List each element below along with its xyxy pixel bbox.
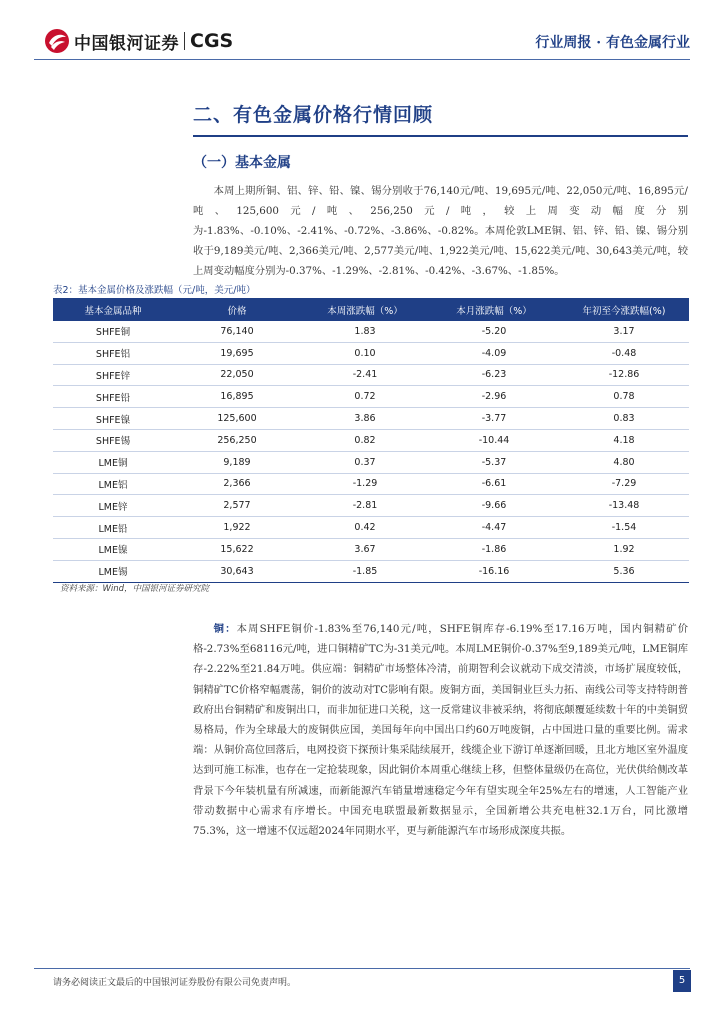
price-cell: 2,366 bbox=[173, 473, 301, 495]
weekly-change-cell: 0.42 bbox=[301, 517, 429, 539]
table-source: 资料来源：Wind，中国银河证券研究院 bbox=[60, 584, 210, 594]
weekly-change-cell: -2.41 bbox=[301, 364, 429, 386]
price-cell: 30,643 bbox=[173, 560, 301, 582]
table-row bbox=[53, 560, 689, 582]
metal-cell: LME锡 bbox=[53, 560, 173, 582]
price-cell: 256,250 bbox=[173, 429, 301, 451]
ytd-change-cell: 0.83 bbox=[559, 408, 689, 430]
ytd-change-cell: -13.48 bbox=[559, 495, 689, 517]
page-header bbox=[0, 0, 724, 70]
weekly-change-cell: -1.85 bbox=[301, 560, 429, 582]
table-row bbox=[53, 321, 689, 342]
weekly-change-cell: -1.29 bbox=[301, 473, 429, 495]
price-cell: 76,140 bbox=[173, 321, 301, 342]
monthly-change-cell: -4.47 bbox=[429, 517, 559, 539]
company-logo bbox=[44, 28, 233, 54]
ytd-change-cell: 3.17 bbox=[559, 321, 689, 342]
weekly-change-cell: -2.81 bbox=[301, 495, 429, 517]
table-row bbox=[53, 408, 689, 430]
logo-chinese-text: 中国银河证券 bbox=[74, 33, 179, 54]
metal-cell: SHFE镍 bbox=[53, 408, 173, 430]
header-weekly-change: 本周涨跌幅（%） bbox=[301, 298, 429, 321]
metal-cell: LME铜 bbox=[53, 451, 173, 473]
logo-english-text: CGS bbox=[190, 30, 234, 52]
table-row bbox=[53, 386, 689, 408]
ytd-change-cell: -0.48 bbox=[559, 342, 689, 364]
ytd-change-cell: 5.36 bbox=[559, 560, 689, 582]
ytd-change-cell: 4.80 bbox=[559, 451, 689, 473]
monthly-change-cell: -5.20 bbox=[429, 321, 559, 342]
table-row bbox=[53, 429, 689, 451]
metal-cell: LME铝 bbox=[53, 473, 173, 495]
footer-disclaimer: 请务必阅读正文最后的中国银河证券股份有限公司免责声明。 bbox=[53, 978, 297, 988]
header-divider bbox=[34, 59, 690, 60]
footer-divider bbox=[34, 968, 690, 969]
metal-cell: SHFE铅 bbox=[53, 386, 173, 408]
metal-cell: LME铅 bbox=[53, 517, 173, 539]
price-cell: 15,622 bbox=[173, 538, 301, 560]
monthly-change-cell: -2.96 bbox=[429, 386, 559, 408]
weekly-change-cell: 3.67 bbox=[301, 538, 429, 560]
metal-cell: LME锌 bbox=[53, 495, 173, 517]
weekly-change-cell: 0.10 bbox=[301, 342, 429, 364]
ytd-change-cell: 0.78 bbox=[559, 386, 689, 408]
page-number: 5 bbox=[673, 970, 691, 992]
ytd-change-cell: -12.86 bbox=[559, 364, 689, 386]
monthly-change-cell: -6.61 bbox=[429, 473, 559, 495]
copper-text: 本周SHFE铜价-1.83%至76,140元/吨，SHFE铜库存-6.19%至17.16万吨，国内铜精矿价格-2.73%至68116元/吨，进口铜精矿TC为-31美元/吨。本周LME铜价-0.37%至9,189美元/吨，LME铜库存-2.22%至21.84万吨。供应端：铜精矿市场整体冷清，前期智利会议就动下成交清淡，市场扩展度较低，铜精矿TC价格窄幅震荡，铜价的波动对TC影响有限。废铜方面，美国铜业巨头力拓、南线公司等支持特朗普政府出台铜精矿和废铜出口，而非加征进口关税，这一反常建议非被采纳，将彻底颠覆延续数十年的中美铜贸易格局，作为全球最大的废铜供应国，美国每年向中国出口约60万吨废铜，占中国进口量的重要比例。需求端：从铜价高位回落后，电网投资下探预计集采陆续展开，线缆企业下游订单逐渐回暖，且北方地区室外温度达到可施工标准，也存在一定抢装现象，因此铜价本周重心继续上移，但整体量级仍在高位，光伏供给侧改革背景下今年装机量有所减速，而新能源汽车销量增速稳定今年有望实现全年25%左右的增速，人工智能产业带动数据中心需求有序增长。中国充电联盟最新数据显示，全国新增公共充电桩32.1万台，同比激增75.3%，这一增速不仅远超2024年同期水平，更与新能源汽车市场形成深度共振。 bbox=[193, 623, 688, 838]
metal-cell: SHFE铝 bbox=[53, 342, 173, 364]
metal-cell: SHFE锌 bbox=[53, 364, 173, 386]
metals-price-table bbox=[53, 298, 689, 583]
table-caption: 表2：基本金属价格及涨跌幅（元/吨，美元/吨） bbox=[53, 285, 256, 296]
weekly-change-cell: 3.86 bbox=[301, 408, 429, 430]
monthly-change-cell: -4.09 bbox=[429, 342, 559, 364]
table-header-row bbox=[53, 298, 689, 321]
ytd-change-cell: 4.18 bbox=[559, 429, 689, 451]
copper-analysis bbox=[193, 619, 688, 841]
subsection-title: （一）基本金属 bbox=[193, 155, 291, 171]
monthly-change-cell: -9.66 bbox=[429, 495, 559, 517]
table-body bbox=[53, 321, 689, 582]
price-cell: 16,895 bbox=[173, 386, 301, 408]
report-type: 行业周报 · 有色金属行业 bbox=[535, 35, 690, 51]
ytd-change-cell: -1.54 bbox=[559, 517, 689, 539]
price-cell: 2,577 bbox=[173, 495, 301, 517]
section-divider bbox=[193, 135, 688, 137]
table-row bbox=[53, 342, 689, 364]
weekly-change-cell: 0.82 bbox=[301, 429, 429, 451]
base-metals-summary: 本周上期所铜、铝、锌、铅、镍、锡分别收于76,140元/吨、19,695元/吨、22,050元/吨、16,895元/吨、125,600元/吨、256,250元/吨，较上周变动幅度分别为-1.83%、-0.10%、-2.41%、-0.72%、-3.86%、-0.82%。本周伦敦LME铜、铝、锌、铅、镍、锡分别收于9,189美元/吨、2,366美元/吨、2,577美元/吨、1,922美元/吨、15,622美元/吨、30,643美元/吨，较上周变动幅度分别为-0.37%、-1.29%、-2.81%、-0.42%、-3.67%、-1.85%。 bbox=[193, 185, 688, 277]
price-cell: 19,695 bbox=[173, 342, 301, 364]
price-cell: 22,050 bbox=[173, 364, 301, 386]
monthly-change-cell: -16.16 bbox=[429, 560, 559, 582]
price-cell: 9,189 bbox=[173, 451, 301, 473]
monthly-change-cell: -5.37 bbox=[429, 451, 559, 473]
monthly-change-cell: -10.44 bbox=[429, 429, 559, 451]
galaxy-logo-icon bbox=[44, 28, 70, 54]
logo-divider bbox=[184, 32, 185, 50]
table-row bbox=[53, 495, 689, 517]
header-metal: 基本金属品种 bbox=[53, 298, 173, 321]
header-monthly-change: 本月涨跌幅（%） bbox=[429, 298, 559, 321]
metal-cell: SHFE锡 bbox=[53, 429, 173, 451]
monthly-change-cell: -1.86 bbox=[429, 538, 559, 560]
header-ytd-change: 年初至今涨跌幅(%) bbox=[559, 298, 689, 321]
weekly-change-cell: 1.83 bbox=[301, 321, 429, 342]
copper-lead: 铜： bbox=[213, 623, 237, 635]
table-row bbox=[53, 364, 689, 386]
weekly-change-cell: 0.72 bbox=[301, 386, 429, 408]
table-row bbox=[53, 473, 689, 495]
monthly-change-cell: -6.23 bbox=[429, 364, 559, 386]
table-row bbox=[53, 451, 689, 473]
metal-cell: SHFE铜 bbox=[53, 321, 173, 342]
weekly-change-cell: 0.37 bbox=[301, 451, 429, 473]
price-cell: 125,600 bbox=[173, 408, 301, 430]
table-row bbox=[53, 538, 689, 560]
price-cell: 1,922 bbox=[173, 517, 301, 539]
metal-cell: LME镍 bbox=[53, 538, 173, 560]
ytd-change-cell: -7.29 bbox=[559, 473, 689, 495]
header-price: 价格 bbox=[173, 298, 301, 321]
monthly-change-cell: -3.77 bbox=[429, 408, 559, 430]
section-title: 二、有色金属价格行情回顾 bbox=[193, 104, 434, 126]
table-row bbox=[53, 517, 689, 539]
ytd-change-cell: 1.92 bbox=[559, 538, 689, 560]
